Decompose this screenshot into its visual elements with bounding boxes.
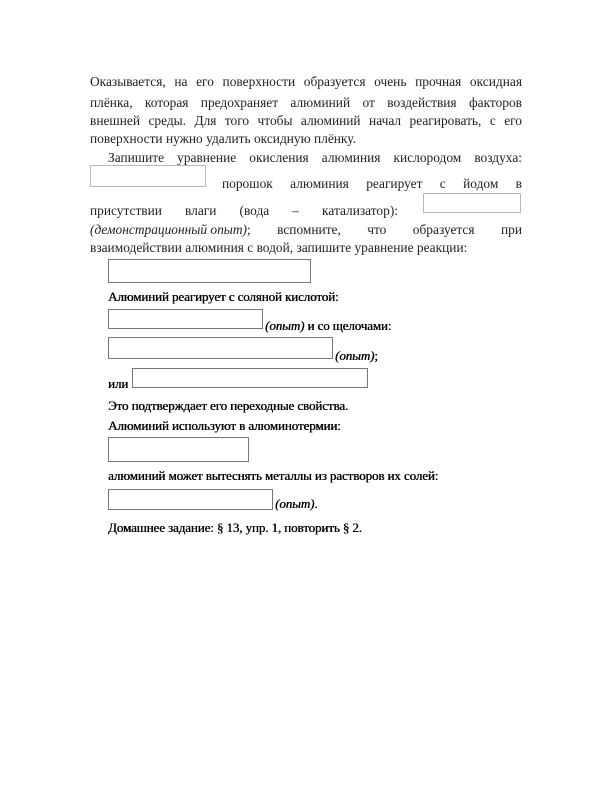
alkali-equation-box-2[interactable] — [132, 368, 368, 388]
task-line-3: присутствии влаги (вода – катализатор): — [90, 203, 398, 218]
aluminothermy-equation-box[interactable] — [108, 437, 249, 462]
alkali-equation-box-1[interactable] — [108, 337, 333, 359]
water-equation-box[interactable] — [108, 259, 311, 283]
oxidation-equation-box[interactable] — [90, 165, 206, 187]
experiment-label-3: (опыт) — [275, 496, 315, 511]
task-line-4 — [90, 222, 522, 238]
displacement-text: алюминий может вытеснять металлы из растворов их солей: — [108, 468, 439, 483]
hcl-equation-box[interactable] — [108, 309, 263, 329]
task-line-4-rest: ; вспомните, что образуется при — [246, 222, 522, 237]
experiment-label-2: (опыт) — [335, 348, 375, 363]
semicolon: ; — [374, 348, 378, 363]
displacement-equation-box[interactable] — [108, 489, 273, 510]
displacement-line-end — [275, 496, 317, 512]
aluminothermy-text: Алюминий используют в алюминотермии: — [108, 418, 341, 433]
task-line-1: Запишите уравнение окисления алюминия кислородом воздуха: — [108, 150, 522, 165]
alkali-line-end — [335, 348, 378, 364]
demo-experiment-label: (демонстрационный опыт) — [90, 222, 247, 237]
homework-text: Домашнее задание: § 13, упр. 1, повторить § 2. — [108, 520, 362, 535]
hcl-line-end — [265, 318, 391, 334]
or-label: или — [108, 376, 129, 391]
task-line-2: порошок алюминия реагирует с йодом в — [222, 176, 522, 191]
iodine-equation-box[interactable] — [423, 193, 521, 213]
hcl-text: Алюминий реагирует с соляной кислотой: — [108, 289, 339, 304]
task-line-5: взаимодействии алюминия с водой, запишите уравнение реакции: — [90, 240, 468, 255]
period: . — [314, 496, 318, 511]
alkali-text: и со щелочами: — [304, 318, 392, 333]
intro-line-4: поверхности нужно удалить оксидную плёнку. — [90, 131, 356, 146]
experiment-label-1: (опыт) — [265, 318, 305, 333]
intro-line-3: внешней среды. Для того чтобы алюминий начал реагировать, с его — [90, 113, 522, 128]
transitional-text: Это подтверждает его переходные свойства. — [108, 398, 349, 413]
intro-line-1: Оказывается, на его поверхности образуется очень прочная оксидная — [90, 74, 522, 89]
intro-line-2: плёнка, которая предохраняет алюминий от воздействия факторов — [90, 95, 522, 110]
